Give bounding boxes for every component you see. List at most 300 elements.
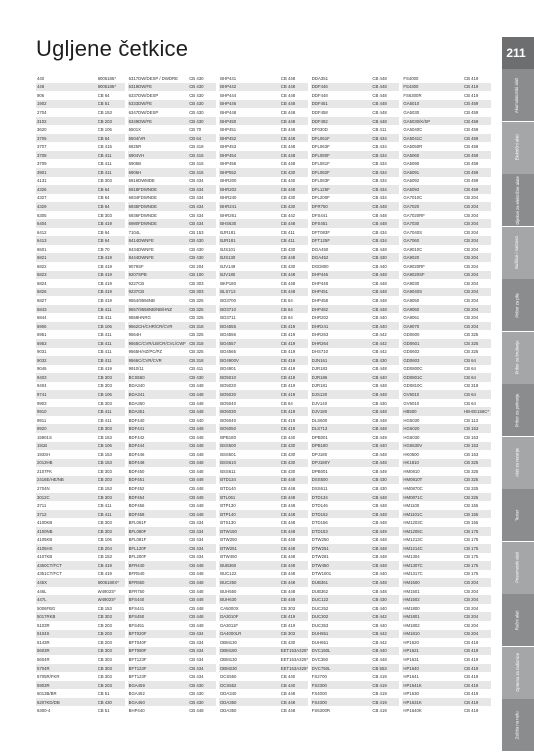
table-row: [36, 322, 125, 331]
table-row: [402, 442, 491, 451]
brush-reference: CB 64: [463, 400, 476, 406]
table-row: [219, 348, 308, 357]
model-code: 4107KB: [37, 554, 53, 560]
brush-reference: CB 434: [189, 537, 204, 543]
table-row: [36, 510, 125, 519]
sidebar-tab[interactable]: [502, 174, 534, 226]
model-code: DGD800: [311, 263, 329, 269]
brush-reference: CB 64: [97, 195, 110, 201]
model-code: BDF451: [128, 477, 145, 483]
table-row: [219, 228, 308, 237]
model-code: BHR202: [220, 186, 237, 192]
brush-reference: CB 419: [280, 622, 296, 628]
brush-reference: CB 448: [372, 545, 387, 551]
table-row: [36, 527, 125, 536]
table-row: [128, 305, 217, 314]
model-code: BO4555: [220, 323, 236, 329]
model-code: BO6030: [220, 409, 236, 415]
table-row: [128, 621, 217, 630]
table-row: [128, 664, 217, 673]
table-row: [128, 672, 217, 681]
sidebar-tab[interactable]: [502, 542, 534, 594]
model-code: FS4000: [403, 75, 419, 81]
model-code: 9404: [37, 383, 47, 389]
table-row: [36, 83, 125, 92]
model-code: DCS552: [220, 682, 237, 688]
table-row: [36, 493, 125, 502]
brush-reference: CB 175: [463, 545, 479, 551]
table-row: [311, 168, 400, 177]
table-row: [311, 262, 400, 271]
brush-reference: CB 419: [463, 75, 479, 81]
table-row: [36, 442, 125, 451]
brush-reference: W4902S*: [97, 588, 116, 594]
brush-reference: CB 419: [280, 614, 296, 620]
model-code: FS2700: [311, 674, 327, 680]
model-code: 440: [37, 75, 45, 81]
table-row: [219, 117, 308, 126]
brush-reference: CB 448: [372, 383, 387, 389]
brush-reference: CB 51: [97, 691, 110, 697]
brush-reference: CB 434: [189, 674, 204, 680]
table-row: [128, 236, 217, 245]
table-row: [36, 219, 125, 228]
table-row: [219, 245, 308, 254]
sidebar-tab-label: Ručni alati: [514, 610, 520, 630]
brush-reference: CB 448: [280, 708, 296, 714]
brush-reference: CB 448: [189, 434, 204, 440]
model-code: DA4000LR: [220, 631, 242, 637]
model-code: DDF448: [311, 92, 328, 98]
table-row: [311, 510, 400, 519]
sidebar-tab[interactable]: [502, 437, 534, 489]
model-code: DBM230: [220, 665, 237, 671]
brush-reference: CB 434: [189, 545, 204, 551]
model-code: 5143R: [37, 639, 50, 645]
brush-reference: CB 204: [463, 272, 479, 278]
brush-reference: CB 448: [372, 409, 387, 415]
brush-reference: CB 106: [97, 443, 112, 449]
table-row: [311, 100, 400, 109]
brush-reference: CB 448: [372, 221, 387, 227]
table-row: [311, 211, 400, 220]
model-code: 3901: [37, 169, 47, 175]
brush-reference: CB 64: [280, 315, 293, 321]
model-code: HM1502: [403, 597, 420, 603]
model-code: 6349DW/FE: [128, 118, 152, 124]
brush-reference: CB 153: [463, 426, 479, 432]
brush-reference: CB 51: [97, 101, 110, 107]
table-row: [311, 459, 400, 468]
brush-reference: CB 448: [372, 503, 387, 509]
brush-reference: CB 440: [372, 605, 387, 611]
model-code: DGA452: [311, 255, 329, 261]
model-code: DPB001: [311, 468, 328, 474]
brush-reference: CB 303: [97, 400, 112, 406]
model-code: DHP446: [311, 272, 329, 278]
model-code: DTW281: [311, 554, 329, 560]
model-code: HP1640K: [403, 708, 422, 714]
brush-reference: CB 434: [189, 639, 204, 645]
brush-reference: CB 419: [372, 682, 387, 688]
brush-reference: CB 448: [280, 272, 296, 278]
model-code: 9910: [37, 409, 47, 415]
sidebar-tab[interactable]: [502, 69, 534, 121]
model-code: 9403: [37, 374, 47, 380]
brush-reference: CB 434: [372, 178, 387, 184]
model-code: BO4900V: [220, 357, 239, 363]
brush-reference: CB 419: [280, 349, 296, 355]
table-row: [36, 664, 125, 673]
model-code: DPB001: [311, 434, 328, 440]
brush-reference: CB 64: [97, 92, 110, 98]
table-row: [219, 74, 308, 83]
brush-reference: CB 419: [280, 332, 296, 338]
brush-reference: CB 434: [189, 665, 204, 671]
sidebar-tab[interactable]: [502, 227, 534, 279]
table-row: [402, 544, 491, 553]
brush-reference: CB 419: [463, 708, 479, 714]
model-code: GV5010: [403, 392, 420, 397]
brush-reference: CB 64: [280, 297, 293, 303]
table-row: [36, 108, 125, 117]
sidebar-tab[interactable]: [502, 647, 534, 699]
model-code: BUC122: [220, 571, 237, 577]
brush-reference: CB 411: [97, 349, 112, 355]
table-row: [128, 698, 217, 707]
brush-reference: CB 430: [280, 169, 296, 175]
model-code: 9046: [37, 366, 47, 372]
model-code: 9557/9558NB/NB/HNZ: [128, 306, 173, 312]
brush-reference: CB 448: [372, 511, 387, 517]
model-code: DFR750: [311, 203, 328, 209]
table-row: [36, 595, 125, 604]
model-code: HM1801: [403, 614, 420, 620]
table-row: [36, 681, 125, 690]
model-code: BFR440: [128, 562, 145, 568]
sidebar-tab[interactable]: [502, 279, 534, 331]
table-row: [128, 681, 217, 690]
brush-reference: CB 325: [463, 349, 479, 355]
table-row: [402, 330, 491, 339]
model-code: BDF444: [128, 443, 145, 449]
table-row: [219, 467, 308, 476]
model-code: 4329: [37, 203, 47, 209]
brush-reference: CB 430: [189, 238, 204, 244]
table-row: [311, 681, 400, 690]
table-row: [36, 117, 125, 126]
table-row: [311, 356, 400, 365]
table-row: [402, 484, 491, 493]
brush-reference: CB 448: [280, 135, 296, 141]
brush-reference: CB 448: [189, 392, 204, 397]
model-code: DJS130: [311, 392, 328, 397]
table-row: [219, 177, 308, 186]
model-code: BHR200: [220, 178, 237, 184]
table-row: [128, 655, 217, 664]
model-code: DHR263: [311, 332, 329, 338]
table-row: [219, 390, 308, 399]
brush-reference: CB 430: [372, 400, 387, 406]
model-code: BJR181: [220, 229, 236, 235]
table-row: [402, 664, 491, 673]
table-row: [128, 134, 217, 143]
table-row: [36, 382, 125, 391]
table-row: [36, 484, 125, 493]
table-row: [402, 578, 491, 587]
brush-reference: CB 448: [189, 503, 204, 509]
model-code: DFL083F: [311, 178, 330, 184]
table-row: [128, 484, 217, 493]
model-code: DFT125F: [311, 238, 330, 244]
brush-reference: CB 459: [463, 118, 479, 124]
table-row: [402, 365, 491, 374]
model-code: DUC252: [311, 605, 329, 611]
brush-reference: CB 325: [189, 315, 204, 321]
brush-reference: CB 442: [372, 349, 387, 355]
brush-reference: CB 459: [463, 127, 479, 133]
sidebar-tab[interactable]: [502, 384, 534, 436]
table-row: [311, 416, 400, 425]
table-row: [219, 125, 308, 134]
brush-reference: CB 419: [463, 682, 479, 688]
brush-reference: CB 430: [372, 357, 387, 363]
sidebar-tab-label: Pneumatski alati: [514, 552, 520, 583]
table-row: [311, 390, 400, 399]
model-code: 6825R: [128, 144, 142, 150]
model-code: 5604R: [37, 656, 50, 662]
brush-reference: CB 448: [189, 622, 204, 628]
model-code: BO5020: [220, 383, 236, 389]
model-code: BUH630: [220, 597, 237, 603]
model-code: 4100KB: [37, 520, 53, 526]
model-code: GD0810C: [403, 383, 423, 389]
table-row: [311, 587, 400, 596]
table-row: [311, 399, 400, 408]
model-code: BHS630: [220, 221, 237, 227]
brush-reference: CB 440: [280, 434, 296, 440]
brush-reference: CB 430: [280, 639, 296, 645]
model-code: BO4565: [220, 349, 236, 355]
table-row: [219, 578, 308, 587]
table-row: [402, 356, 491, 365]
sidebar-tab-label: Pribor za brušenje: [514, 340, 520, 375]
table-row: [36, 279, 125, 288]
brush-reference: CB 448: [280, 580, 296, 586]
brush-reference: CB 434: [372, 238, 387, 244]
table-row: [128, 296, 217, 305]
table-row: [402, 219, 491, 228]
table-row: [128, 117, 217, 126]
brush-reference: CB 64: [280, 400, 293, 406]
brush-reference: CB 419: [463, 648, 479, 654]
model-code: HG6530V: [403, 443, 423, 449]
brush-reference: CB 448: [280, 562, 296, 568]
table-column: [402, 74, 491, 715]
model-code: DDF482: [311, 118, 328, 124]
brush-reference: CB 434: [189, 195, 204, 201]
model-code: GA7030: [403, 221, 420, 227]
model-code: BGA459: [128, 682, 145, 688]
table-row: [36, 416, 125, 425]
table-row: [36, 194, 125, 203]
model-code: HM1317C: [403, 571, 423, 577]
brush-reference: CB 448: [372, 554, 387, 560]
model-code: BDF442: [128, 434, 145, 440]
table-row: [219, 501, 308, 510]
table-row: [311, 561, 400, 570]
table-row: [311, 544, 400, 553]
table-row: [402, 271, 491, 280]
table-row: [36, 151, 125, 160]
table-row: [311, 536, 400, 545]
model-code: BTW251: [220, 545, 237, 551]
table-row: [219, 399, 308, 408]
model-code: DDA350: [220, 699, 237, 705]
table-row: [311, 476, 400, 485]
table-row: [402, 83, 491, 92]
table-row: [36, 518, 125, 527]
table-row: [36, 399, 125, 408]
brush-reference: CB 411: [97, 315, 112, 321]
brush-reference: CB 448: [280, 109, 296, 115]
model-code: 9910/11: [128, 366, 144, 372]
brush-reference: CB 106: [97, 127, 112, 133]
brush-reference: CB 303: [189, 289, 204, 295]
model-code: BGA460: [128, 699, 145, 705]
table-row: [311, 698, 400, 707]
table-row: [219, 185, 308, 194]
table-row: [36, 467, 125, 476]
model-code: GA5092: [403, 178, 420, 184]
model-code: 3706: [37, 135, 47, 141]
brush-reference: CB 448: [189, 562, 204, 568]
table-row: [402, 279, 491, 288]
sidebar-tab-label: Bušilice i nastavci: [514, 235, 520, 270]
sidebar-tab[interactable]: [502, 332, 534, 384]
brush-reference: CB 448: [280, 161, 296, 167]
model-code: BFL081F: [128, 537, 147, 543]
table-row: [219, 664, 308, 673]
model-code: 6916DWMDE: [128, 178, 155, 184]
model-code: DFT083F: [311, 229, 330, 235]
table-row: [128, 185, 217, 194]
brush-reference: CB 64: [463, 392, 476, 397]
model-code: DDA351: [311, 75, 329, 81]
brush-reference: CB 434: [189, 656, 204, 662]
model-code: DUC353: [311, 622, 329, 628]
model-code: BPB180: [220, 434, 236, 440]
model-code: BFS440: [128, 597, 145, 603]
sidebar-tab[interactable]: [502, 122, 534, 174]
table-row: [36, 612, 125, 621]
brush-reference: CB 204: [463, 614, 479, 620]
model-code: BDF454: [128, 494, 145, 500]
table-row: [36, 621, 125, 630]
model-code: HP1640: [403, 665, 419, 671]
model-code: 9562CH/CHR/CR/CVR: [128, 323, 173, 329]
brush-reference: CB 411: [97, 161, 112, 167]
model-code: DTD134: [311, 494, 328, 500]
table-row: [219, 689, 308, 698]
table-row: [402, 142, 491, 151]
model-code: GA7020RF: [403, 212, 425, 218]
table-row: [219, 296, 308, 305]
table-row: [311, 159, 400, 168]
model-code: BFR550: [128, 580, 145, 586]
brush-reference: CB 434: [372, 195, 387, 201]
model-code: BJS130: [220, 255, 236, 261]
table-row: [219, 382, 308, 391]
model-code: BTL061: [220, 494, 236, 500]
table-row: [311, 638, 400, 647]
table-row: [402, 638, 491, 647]
model-code: 9227CB: [128, 280, 145, 286]
brush-reference: CB 419: [97, 562, 112, 568]
model-code: GD0603: [403, 357, 420, 363]
table-row: [219, 681, 308, 690]
model-code: 6904VH: [128, 152, 145, 158]
model-code: 447L: [37, 597, 47, 603]
table-row: [36, 433, 125, 442]
model-code: BHR241: [220, 203, 237, 209]
model-code: 6826: [37, 289, 47, 295]
model-code: DJV180: [311, 409, 328, 415]
model-code: DTD152: [311, 511, 328, 517]
table-row: [219, 442, 308, 451]
brush-reference: CB 303: [280, 605, 296, 611]
brush-reference: CB 419: [463, 656, 479, 662]
sidebar-tab[interactable]: [502, 594, 534, 646]
brush-reference: CB 419: [280, 357, 296, 363]
table-row: [311, 647, 400, 656]
table-row: [311, 527, 400, 536]
table-row: [219, 91, 308, 100]
table-row: [36, 100, 125, 109]
model-code: DHP458: [311, 297, 329, 303]
model-code: 9558HNRG: [128, 315, 151, 321]
brush-reference: CB 419: [372, 699, 387, 705]
table-row: [36, 698, 125, 707]
model-code: BJV180: [220, 272, 236, 278]
brush-reference: CB 430: [189, 109, 204, 115]
model-code: 6953: [37, 340, 47, 346]
model-code: BHP440: [128, 708, 145, 714]
brush-reference: CB 434: [189, 203, 204, 209]
table-row: [311, 570, 400, 579]
table-row: [402, 305, 491, 314]
brush-reference: CB 430: [280, 263, 296, 269]
sidebar-tab[interactable]: [502, 489, 534, 541]
table-row: [128, 83, 217, 92]
brush-reference: CB 419: [372, 708, 387, 714]
table-row: [36, 262, 125, 271]
table-row: [219, 202, 308, 211]
model-code: BCS550: [128, 374, 145, 380]
sidebar-tab[interactable]: [502, 699, 534, 751]
brush-reference: CB 448: [372, 118, 387, 124]
model-code: DLS600: [311, 417, 328, 423]
model-code: DBM130: [220, 656, 237, 662]
model-code: GD0601: [403, 340, 420, 346]
model-code: BUH550: [220, 588, 237, 594]
model-code: 9911: [37, 417, 47, 423]
table-row: [402, 262, 491, 271]
model-code: GA9061: [403, 315, 420, 321]
model-code: BKP180: [220, 280, 236, 286]
brush-reference: CB 448: [372, 426, 387, 432]
model-code: DFL061F: [311, 135, 330, 141]
